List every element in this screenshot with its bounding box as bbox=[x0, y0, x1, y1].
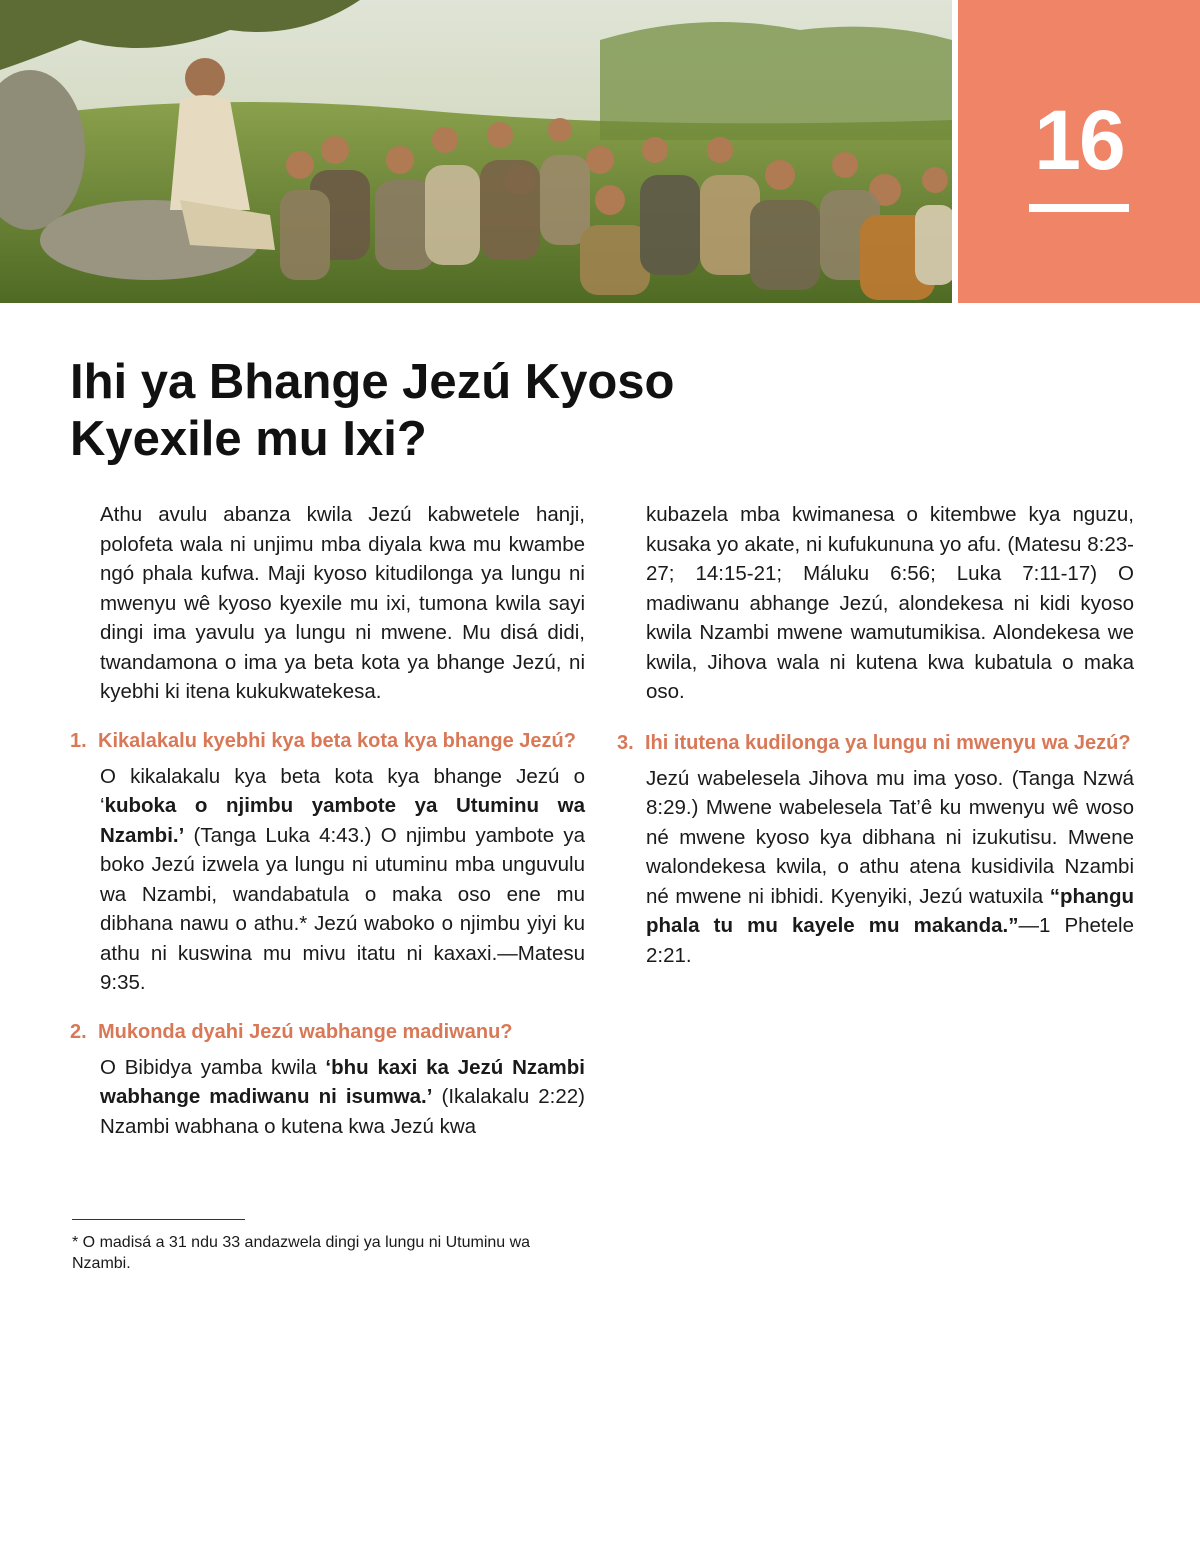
answer-1-part2: (Tanga Luka 4:43.) O njimbu yambote ya boko Jezú izwela ya lungu ni utuminu mba unguvulu wa Nzambi, wandabatula o maka oso ene mu dibhana nawu o athu.* Jezú waboko o njimbu yiyi ku athu ni kuswina mu mivu itatu ni kaxaxi.—Matesu 9:35. bbox=[100, 823, 585, 994]
answer-2-start bbox=[70, 1053, 585, 1142]
page-title-line2: Kyexile mu Ixi? bbox=[70, 412, 427, 466]
question-2-text: Mukonda dyahi Jezú wabhange madiwanu? bbox=[98, 1020, 513, 1043]
question-3-number: 3. bbox=[617, 731, 634, 754]
answer-2-continued: kubazela mba kwimanesa o kitembwe kya nguzu, kusaka yo akate, ni kufukununa yo afu. (Matesu 8:23-27; 14:15-21; Máluku 6:56; Luka 7:11-17) O madiwanu abhange Jezú, alondekesa ni kidi kyoso kwila Nzambi mwene wamutumikisa. Alondekesa we kwila, Jihova wala ni kutena kwa kubatula o maka oso. bbox=[646, 503, 1134, 703]
answer-2-bold: ‘bhu kaxi ka Jezú Nzambi wabhange madiwanu ni isumwa.’ bbox=[100, 1055, 585, 1108]
answer-3 bbox=[617, 764, 1134, 971]
answer-3-part2: —1 Phetele 2:21. bbox=[646, 914, 1134, 967]
question-1-text: Kikalakalu kyebhi kya beta kota kya bhange Jezú? bbox=[98, 729, 576, 752]
page-title bbox=[70, 354, 770, 468]
question-2 bbox=[70, 1018, 585, 1047]
lesson-number-underline bbox=[1029, 204, 1129, 212]
answer-3-bold: “phangu phala tu mu kayele mu makanda.” bbox=[646, 884, 1134, 937]
page-title-line1: Ihi ya Bhange Jezú Kyoso bbox=[70, 355, 675, 409]
question-2-number: 2. bbox=[70, 1020, 87, 1043]
header-image bbox=[0, 0, 952, 303]
answer-3-part1: Jezú wabelesela Jihova mu ima yoso. (Tanga Nzwá 8:29.) Mwene wabelesela Tat’ê ku mwenyu wê woso né mwene kyoso kya dibhana ni izukutisu. Mwene walondekesa kwila, o athu atena kusidivila Nzambi né mwene ni ibhidi. Kyenyiki, Jezú watuxila bbox=[646, 766, 1134, 908]
question-1-number: 1. bbox=[70, 729, 87, 752]
footnote-divider bbox=[72, 1219, 245, 1220]
answer-2-part1: O Bibidya yamba kwila bbox=[100, 1055, 326, 1079]
answer-1 bbox=[70, 762, 585, 998]
lesson-number-box bbox=[958, 0, 1200, 303]
question-1 bbox=[70, 727, 585, 756]
left-column bbox=[70, 500, 585, 1141]
right-column bbox=[617, 500, 1134, 970]
question-3-text: Ihi itutena kudilonga ya lungu ni mwenyu wa Jezú? bbox=[645, 731, 1131, 754]
answer-1-bold: kuboka o njimbu yambote ya Utuminu wa Nzambi.’ bbox=[100, 794, 585, 847]
footnote: * O madisá a 31 ndu 33 andazwela dingi ya lungu ni Utuminu wa Nzambi. bbox=[72, 1234, 531, 1272]
jesus-teaching-crowd-image bbox=[0, 0, 952, 303]
lesson-number: 16 bbox=[1034, 93, 1124, 187]
question-3 bbox=[617, 729, 1134, 758]
intro-paragraph: Athu avulu abanza kwila Jezú kabwetele hanji, polofeta wala ni unjimu mba diyala kwa mu kwambe ngó phala kufwa. Maji kyoso kitudilonga ya lungu ni mwenyu wê kyoso kyexile mu ixi, tumona kwila sayi dingi ima yavulu ya lungu ni mwene. Mu disá didi, twandamona o ima ya beta kota ya bhange Jezú, ni kyebhi ki itena kukukwatekesa. bbox=[100, 503, 585, 703]
answer-1-part1: O kikalakalu kya beta kota kya bhange Jezú o ‘ bbox=[100, 764, 585, 817]
answer-2-part2-start: (Ikalakalu 2:22) Nzambi wabhana o kutena kwa Jezú kwa bbox=[100, 1085, 585, 1138]
